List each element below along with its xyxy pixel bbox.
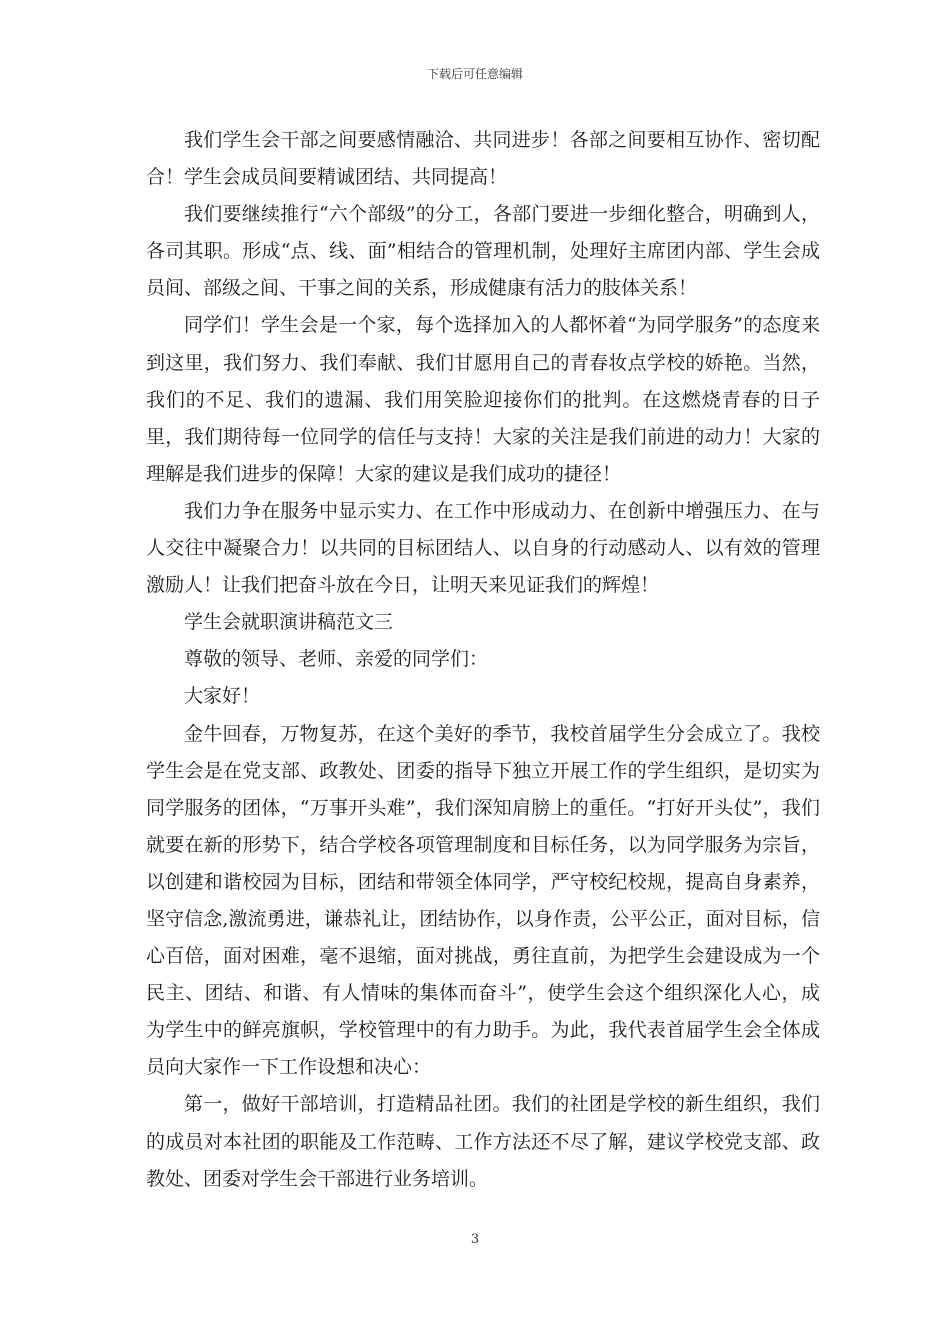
- paragraph: 我们要继续推行“六个部级”的分工，各部门要进一步细化整合，明确到人，各司其职。形成“点、线、面”相结合的管理机制，处理好主席团内部、学生会成员间、部级之间、干事之间的关系，形成健康有活力的肢体关系！: [146, 203, 820, 300]
- paragraph: 我们力争在服务中显示实力、在工作中形成动力、在创新中增强压力、在与人交往中凝聚合力！以共同的目标团结人、以自身的行动感动人、以有效的管理激励人！让我们把奋斗放在今日，让明天来见证我们的辉煌！: [146, 499, 820, 597]
- document-body: [146, 122, 820, 1198]
- section-title: 学生会就职演讲稿范文三: [184, 611, 394, 634]
- paragraph: 金牛回春，万物复苏，在这个美好的季节，我校首届学生分会成立了。我校学生会是在党支部、政教处、团委的指导下独立开展工作的学生组织，是切实为同学服务的团体，“万事开头难”，我们深知肩膀上的重任。“打好开头仗”，我们就要在新的形势下，结合学校各项管理制度和目标任务，以为同学服务为宗旨，以创建和谐校园为目标，团结和带领全体同学，严守校纪校规，提高自身素养，坚守信念,激流勇进，谦恭礼让，团结协作，以身作责，公平公正，面对目标，信心百倍，面对困难，毫不退缩，面对挑战，勇往直前，为把学生会建设成为一个民主、团结、和谐、有人情味的集体而奋斗”，使学生会这个组织深化人心，成为学生中的鲜亮旗帜，学校管理中的有力助手。为此，我代表首届学生会全体成员向大家作一下工作设想和决心：: [146, 722, 820, 1079]
- paragraph: 同学们！学生会是一个家，每个选择加入的人都怀着“为同学服务”的态度来到这里，我们努力、我们奉献、我们甘愿用自己的青春妆点学校的娇艳。当然，我们的不足、我们的遗漏、我们用笑脸迎接你们的批判。在这燃烧青春的日子里，我们期待每一位同学的信任与支持！大家的关注是我们前进的动力！大家的理解是我们进步的保障！大家的建议是我们成功的捷径！: [146, 314, 820, 485]
- page-number: 3: [470, 1232, 480, 1247]
- greeting: 大家好！: [184, 685, 261, 708]
- salutation: 尊敬的领导、老师、亲爱的同学们：: [184, 648, 489, 671]
- paragraph: 我们学生会干部之间要感情融洽、共同进步！各部之间要相互协作、密切配合！学生会成员间要精诚团结、共同提高！: [146, 129, 820, 189]
- paragraph: 第一，做好干部培训，打造精品社团。我们的社团是学校的新生组织，我们的成员对本社团的职能及工作范畴、工作方法还不尽了解，建议学校党支部、政教处、团委对学生会干部进行业务培训。: [146, 1093, 820, 1190]
- page-header: 下载后可任意编辑: [426, 67, 523, 81]
